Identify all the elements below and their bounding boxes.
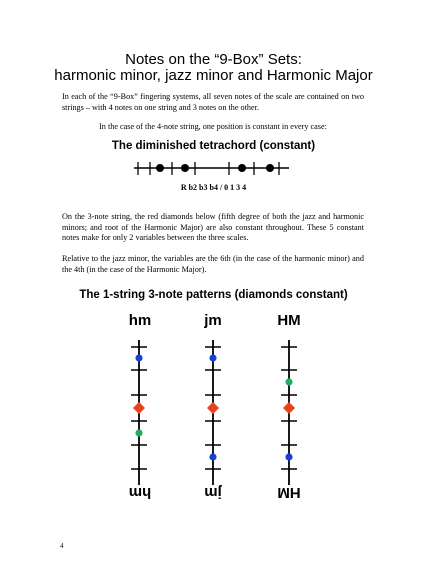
jm-note-red-diamond bbox=[207, 402, 219, 414]
patterns-heading: The 1-string 3-note patterns (diamonds constant) bbox=[79, 289, 348, 301]
page-number: 4 bbox=[60, 542, 64, 550]
paragraph-three-note-string: On the 3-note string, the red diamonds below (fifth degree of both the jazz and harmonic minors; and root of the Harmonic Major) are also constant throughout. These 5 constant notes make for only 2 variables between the three scales. bbox=[62, 212, 364, 243]
label-jazz-minor-inverted: jm bbox=[204, 484, 222, 501]
HM-note-blue bbox=[285, 453, 292, 460]
jm-string-pattern bbox=[205, 340, 221, 485]
paragraph-intro: In each of the “9-Box” fingering systems, all seven notes of the scale are contained on two strings – with 4 notes on one string and 3 notes on the other. bbox=[62, 92, 364, 112]
hm-note-red-diamond bbox=[133, 402, 145, 414]
HM-note-red-diamond bbox=[283, 402, 295, 414]
title-line-1: Notes on the “9-Box” Sets: bbox=[125, 51, 302, 68]
jm-note-blue-upper bbox=[209, 354, 216, 361]
hm-string-pattern bbox=[131, 340, 147, 485]
tetrachord-formula: R b2 b3 b4 / 0 1 3 4 bbox=[180, 183, 247, 192]
HM-string-pattern bbox=[281, 340, 297, 485]
label-harmonic-major: HM bbox=[277, 312, 301, 329]
paragraph-four-note-string: In the case of the 4-note string, one position is constant in every case: bbox=[99, 122, 327, 131]
tetrachord-heading: The diminished tetrachord (constant) bbox=[111, 140, 316, 152]
title-line-2: harmonic minor, jazz minor and Harmonic Major bbox=[54, 67, 373, 84]
label-harmonic-major-inverted: HM bbox=[277, 484, 301, 501]
label-jazz-minor: jm bbox=[204, 312, 222, 329]
hm-note-blue bbox=[135, 354, 142, 361]
label-harmonic-minor-inverted: hm bbox=[128, 484, 152, 501]
paragraph-variables: Relative to the jazz minor, the variables are the 6th (in the case of the harmonic minor) and the 4th (in the case of the Harmonic Major). bbox=[62, 254, 364, 274]
jm-note-blue-lower bbox=[209, 453, 216, 460]
hm-note-green bbox=[135, 429, 142, 436]
label-harmonic-minor: hm bbox=[128, 312, 152, 329]
HM-note-green bbox=[285, 378, 292, 385]
